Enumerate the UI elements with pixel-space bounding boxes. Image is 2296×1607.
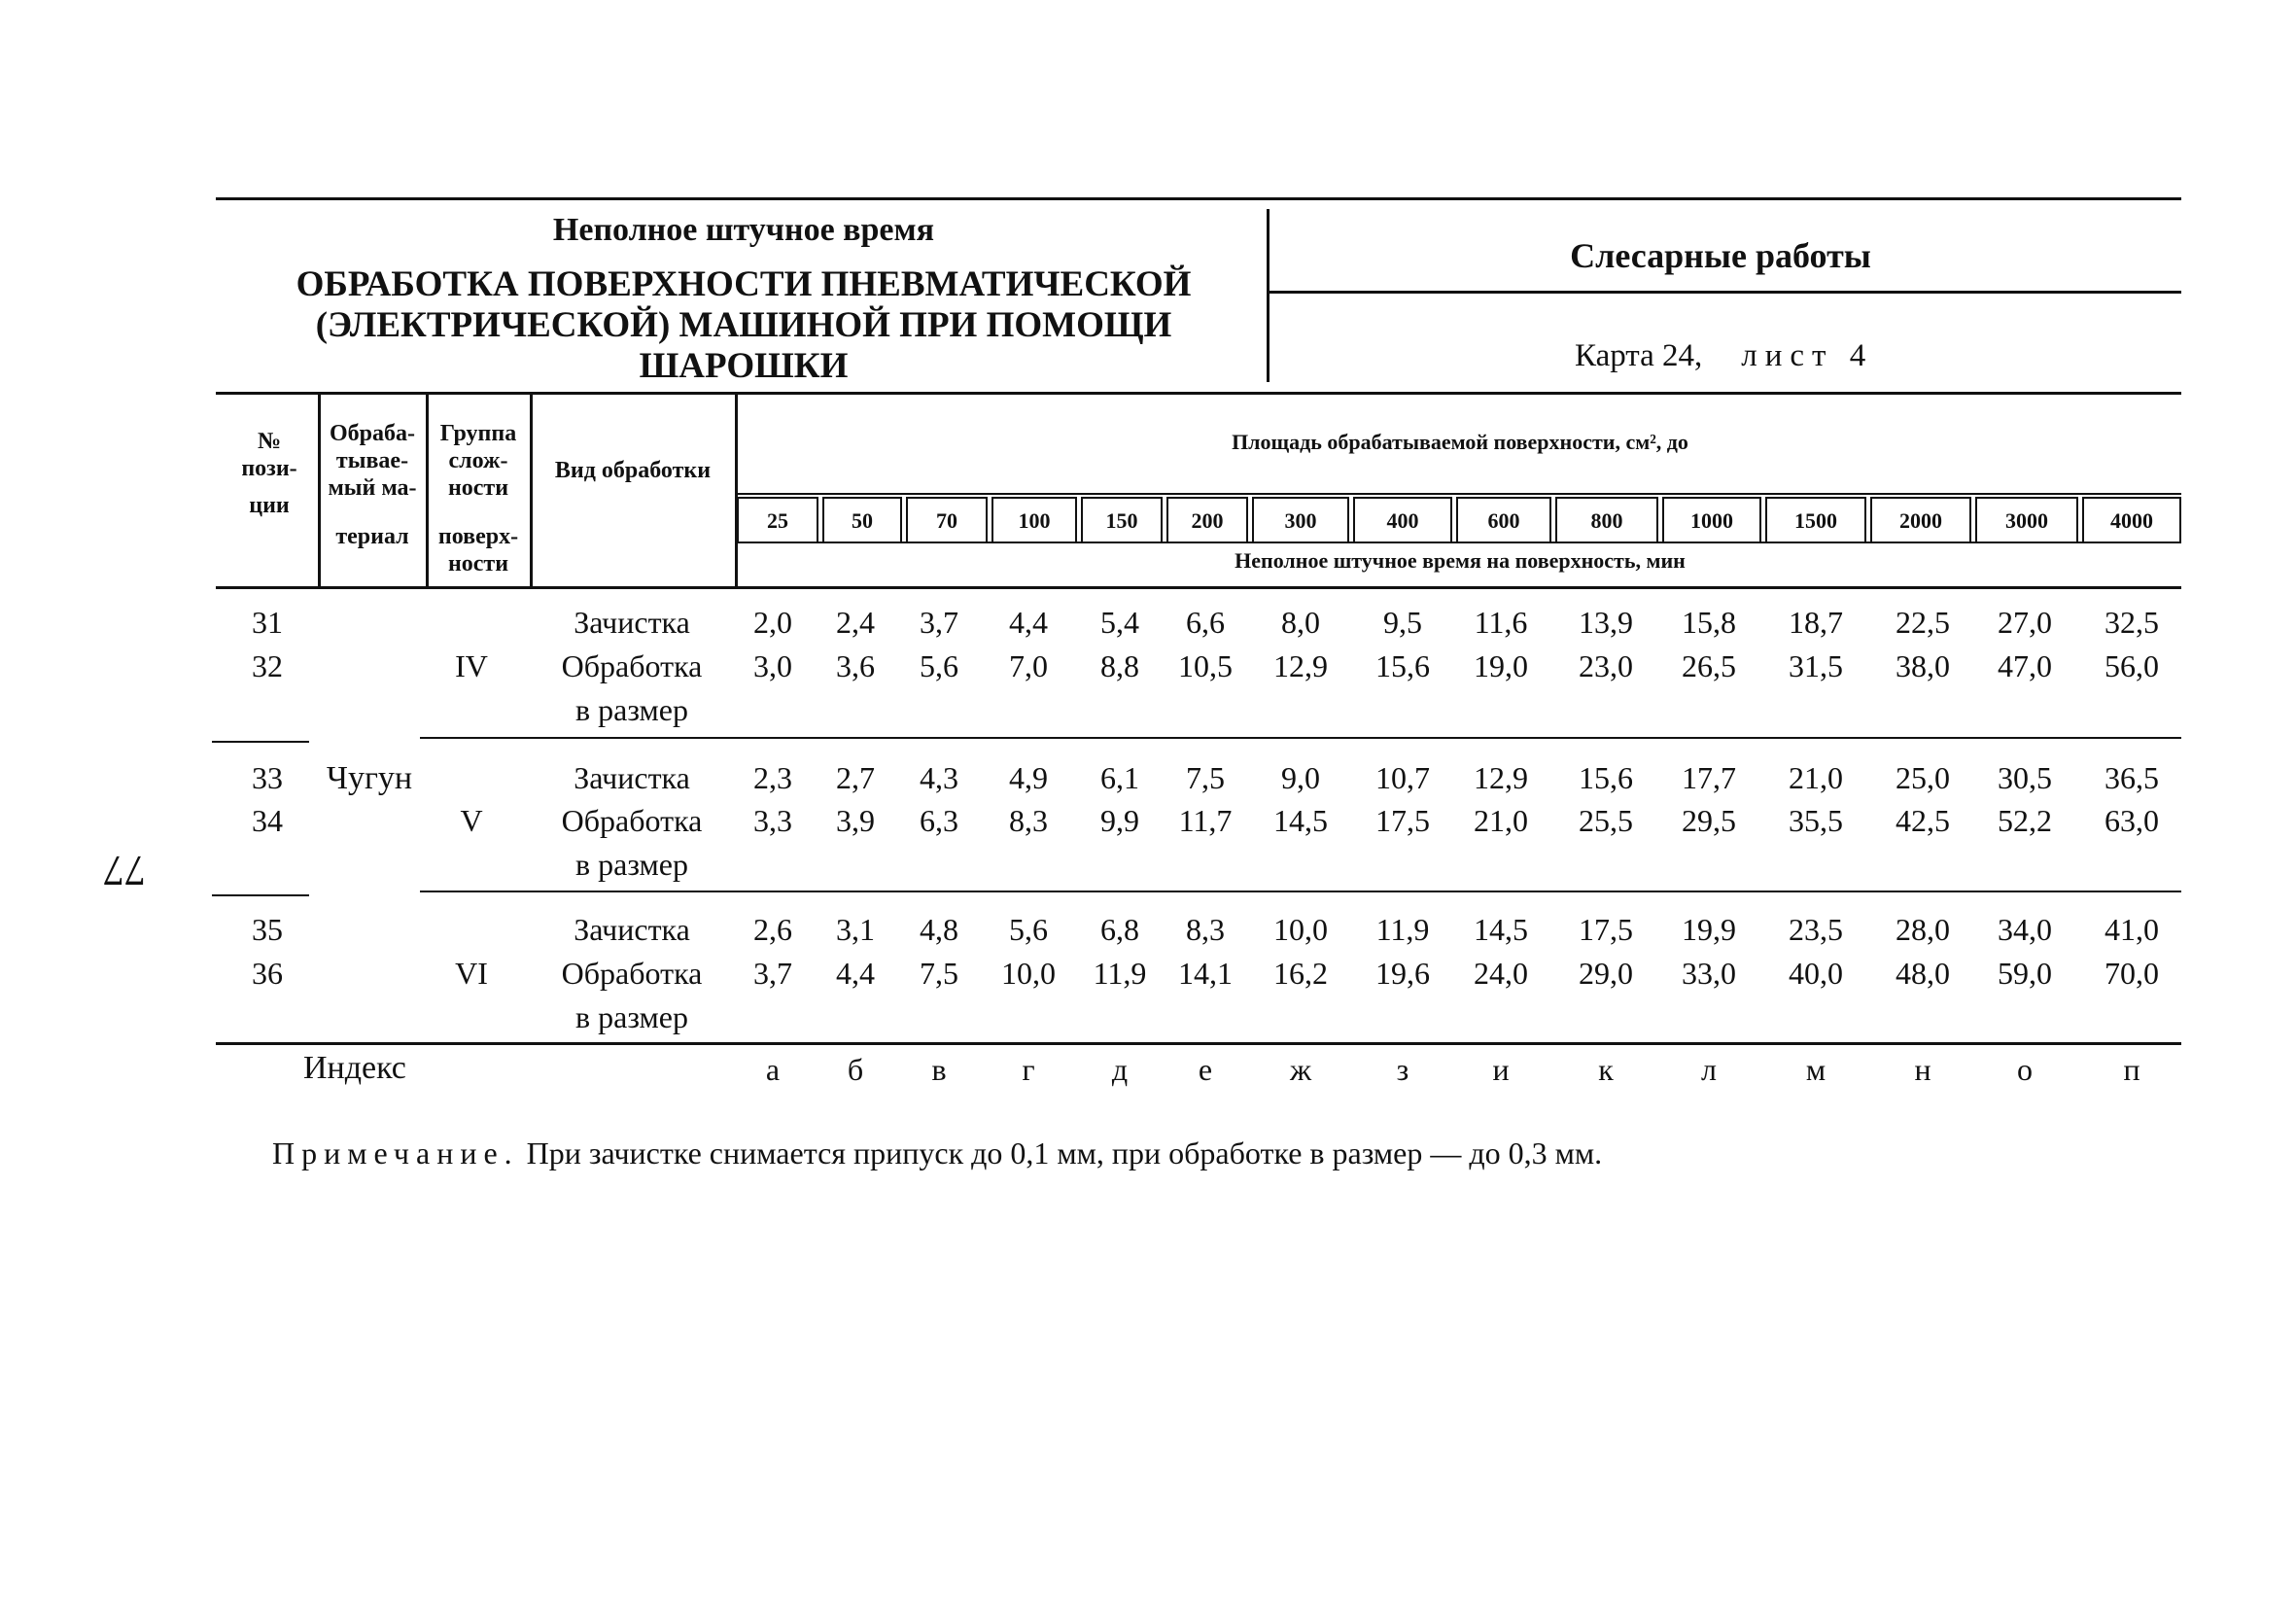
table-note — [272, 1135, 1602, 1171]
table-cell: 29,0 — [1579, 956, 1633, 991]
header-divider — [1267, 209, 1270, 382]
table-cell: 25,0 — [1896, 760, 1950, 795]
area-header-rule — [735, 493, 2181, 495]
group-separator-left — [212, 894, 309, 896]
table-cell: 16,2 — [1273, 956, 1328, 991]
index-letter: б — [847, 1052, 864, 1087]
col-header-material: Обраба- тывае- мый ма- териал — [328, 421, 417, 549]
table-cell: 3,0 — [753, 648, 792, 683]
group-separator — [420, 737, 2181, 739]
table-cell: 28,0 — [1896, 912, 1950, 947]
table-cell: 29,5 — [1682, 803, 1736, 838]
table-bottom-rule — [216, 1042, 2181, 1045]
table-cell: 59,0 — [1998, 956, 2052, 991]
area-value: 300 — [1284, 508, 1317, 533]
table-cell: 10,7 — [1375, 760, 1430, 795]
area-value: 600 — [1487, 508, 1520, 533]
area-value: 50 — [852, 508, 873, 533]
table-cell: 7,0 — [1009, 648, 1048, 683]
table-cell: 11,9 — [1093, 956, 1147, 991]
table-cell: 3,9 — [836, 803, 875, 838]
table-cell: 5,4 — [1100, 605, 1139, 640]
group-label: IV — [455, 648, 488, 683]
table-cell: 4,9 — [1009, 760, 1048, 795]
table-cell: 36,5 — [2105, 760, 2159, 795]
process-label: Зачистка — [574, 760, 690, 795]
table-cell: 3,7 — [920, 605, 958, 640]
table-row-pos: 36 — [252, 956, 283, 991]
table-cell: 31,5 — [1789, 648, 1843, 683]
table-cell: 2,6 — [753, 912, 792, 947]
table-cell: 14,5 — [1273, 803, 1328, 838]
process-label: Зачистка — [574, 605, 690, 640]
top-rule — [216, 197, 2181, 200]
table-cell: 32,5 — [2105, 605, 2159, 640]
card-sheet-label — [1575, 338, 1873, 374]
table-cell: 2,7 — [836, 760, 875, 795]
table-cell: 30,5 — [1998, 760, 2052, 795]
area-value: 400 — [1386, 508, 1419, 533]
table-top-rule — [216, 392, 2181, 395]
table-cell: 26,5 — [1682, 648, 1736, 683]
col-header-pos: № пози- ции — [241, 429, 297, 518]
area-value: 3000 — [2005, 508, 2048, 533]
process-label: Обработка в размер — [561, 648, 703, 727]
table-cell: 6,1 — [1100, 760, 1139, 795]
area-value: 150 — [1105, 508, 1138, 533]
table-cell: 19,9 — [1682, 912, 1736, 947]
table-cell: 22,5 — [1896, 605, 1950, 640]
index-label: Индекс — [303, 1050, 406, 1086]
group-separator — [420, 891, 2181, 892]
process-label: Зачистка — [574, 912, 690, 947]
area-value: 4000 — [2110, 508, 2153, 533]
table-cell: 7,5 — [1186, 760, 1225, 795]
table-cell: 9,9 — [1100, 803, 1139, 838]
note-text: При зачистке снимается припуск до 0,1 мм, при обработке в размер — до 0,3 мм. — [526, 1135, 1603, 1170]
table-cell: 3,7 — [753, 956, 792, 991]
table-cell: 42,5 — [1896, 803, 1950, 838]
area-values-rule — [735, 541, 2181, 543]
table-cell: 52,2 — [1998, 803, 2052, 838]
time-header: Неполное штучное время на поверхность, мин — [1235, 548, 1686, 573]
table-cell: 35,5 — [1789, 803, 1843, 838]
table-cell: 14,5 — [1474, 912, 1528, 947]
page-number: 77 — [103, 847, 146, 894]
group-label: VI — [455, 956, 488, 991]
table-cell: 34,0 — [1998, 912, 2052, 947]
table-cell: 10,0 — [1001, 956, 1056, 991]
group-label: V — [460, 803, 483, 838]
table-cell: 15,6 — [1375, 648, 1430, 683]
col-header-process: Вид обработки — [554, 458, 712, 483]
table-row-pos: 33 — [252, 760, 283, 795]
table-cell: 17,5 — [1375, 803, 1430, 838]
table-cell: 4,8 — [920, 912, 958, 947]
index-letter: п — [2123, 1052, 2140, 1087]
table-cell: 7,5 — [920, 956, 958, 991]
table-cell: 10,0 — [1273, 912, 1328, 947]
table-cell: 3,1 — [836, 912, 875, 947]
index-letter: л — [1701, 1052, 1717, 1087]
table-row-pos: 31 — [252, 605, 283, 640]
table-cell: 33,0 — [1682, 956, 1736, 991]
table-cell: 11,6 — [1474, 605, 1528, 640]
area-value: 70 — [936, 508, 957, 533]
table-row-pos: 34 — [252, 803, 283, 838]
table-cell: 6,8 — [1100, 912, 1139, 947]
table-cell: 15,8 — [1682, 605, 1736, 640]
table-cell: 13,9 — [1579, 605, 1633, 640]
table-cell: 24,0 — [1474, 956, 1528, 991]
table-cell: 3,6 — [836, 648, 875, 683]
section-rule — [1270, 291, 2181, 294]
table-cell: 2,4 — [836, 605, 875, 640]
index-letter: ж — [1289, 1052, 1312, 1087]
index-letter: а — [765, 1052, 781, 1087]
table-cell: 48,0 — [1896, 956, 1950, 991]
table-cell: 21,0 — [1474, 803, 1528, 838]
table-cell: 17,7 — [1682, 760, 1736, 795]
area-value: 25 — [767, 508, 788, 533]
table-cell: 23,5 — [1789, 912, 1843, 947]
index-letter: и — [1492, 1052, 1510, 1087]
note-lead: Примечание. — [272, 1135, 519, 1170]
index-letter: д — [1111, 1052, 1129, 1087]
process-label: Обработка в размер — [561, 956, 703, 1034]
table-cell: 47,0 — [1998, 648, 2052, 683]
table-cell: 18,7 — [1789, 605, 1843, 640]
page-title — [219, 264, 1269, 387]
table-cell: 15,6 — [1579, 760, 1633, 795]
table-cell: 38,0 — [1896, 648, 1950, 683]
table-cell: 6,6 — [1186, 605, 1225, 640]
table-cell: 4,3 — [920, 760, 958, 795]
table-cell: 4,4 — [1009, 605, 1048, 640]
index-letter: е — [1198, 1052, 1213, 1087]
table-cell: 8,3 — [1009, 803, 1048, 838]
table-cell: 23,0 — [1579, 648, 1633, 683]
table-cell: 2,3 — [753, 760, 792, 795]
table-cell: 11,9 — [1375, 912, 1430, 947]
title-line-1: ОБРАБОТКА ПОВЕРХНОСТИ ПНЕВМАТИЧЕСКОЙ — [296, 264, 1192, 304]
table-cell: 5,6 — [920, 648, 958, 683]
index-letter: к — [1598, 1052, 1614, 1087]
area-value: 800 — [1590, 508, 1623, 533]
area-value: 2000 — [1899, 508, 1942, 533]
index-letter: в — [931, 1052, 947, 1087]
table-cell: 8,8 — [1100, 648, 1139, 683]
table-cell: 63,0 — [2105, 803, 2159, 838]
table-cell: 6,3 — [920, 803, 958, 838]
table-header-bottom-rule — [216, 586, 2181, 589]
table-row-pos: 35 — [252, 912, 283, 947]
table-cell: 8,0 — [1281, 605, 1320, 640]
table-cell: 41,0 — [2105, 912, 2159, 947]
col-divider-3 — [530, 392, 533, 586]
table-cell: 5,6 — [1009, 912, 1048, 947]
group-separator-left — [212, 741, 309, 743]
table-cell: 14,1 — [1178, 956, 1233, 991]
table-cell: 17,5 — [1579, 912, 1633, 947]
index-letter: з — [1396, 1052, 1409, 1087]
table-cell: 27,0 — [1998, 605, 2052, 640]
table-cell: 8,3 — [1186, 912, 1225, 947]
title-line-3: ШАРОШКИ — [639, 346, 849, 386]
table-cell: 25,5 — [1579, 803, 1633, 838]
table-cell: 21,0 — [1789, 760, 1843, 795]
table-cell: 12,9 — [1474, 760, 1528, 795]
table-cell: 70,0 — [2105, 956, 2159, 991]
area-value: 1000 — [1690, 508, 1733, 533]
table-cell: 12,9 — [1273, 648, 1328, 683]
table-cell: 19,6 — [1375, 956, 1430, 991]
table-cell: 11,7 — [1178, 803, 1233, 838]
page-subtitle: Неполное штучное время — [552, 212, 935, 248]
table-cell: 9,0 — [1281, 760, 1320, 795]
index-letter: м — [1805, 1052, 1826, 1087]
material-cell: Чугун — [326, 760, 413, 796]
section-title: Слесарные работы — [1570, 236, 1871, 275]
table-cell: 40,0 — [1789, 956, 1843, 991]
index-letter: н — [1914, 1052, 1931, 1087]
area-value: 200 — [1191, 508, 1224, 533]
table-cell: 3,3 — [753, 803, 792, 838]
title-line-2: (ЭЛЕКТРИЧЕСКОЙ) МАШИНОЙ ПРИ ПОМОЩИ — [315, 305, 1172, 345]
sheet-number: лист 4 — [1741, 338, 1874, 373]
area-header: Площадь обрабатываемой поверхности, см², до — [1232, 430, 1688, 454]
table-cell: 19,0 — [1474, 648, 1528, 683]
index-letter: г — [1022, 1052, 1035, 1087]
card-number: Карта 24, — [1575, 338, 1703, 373]
col-header-group: Группа слож- ности поверх- ности — [437, 421, 519, 576]
table-cell: 4,4 — [836, 956, 875, 991]
table-cell: 56,0 — [2105, 648, 2159, 683]
area-value: 1500 — [1794, 508, 1837, 533]
index-letter: о — [2017, 1052, 2033, 1087]
area-value: 100 — [1018, 508, 1051, 533]
table-cell: 2,0 — [753, 605, 792, 640]
table-row-pos: 32 — [252, 648, 283, 683]
table-cell: 10,5 — [1178, 648, 1233, 683]
process-label: Обработка в размер — [561, 803, 703, 882]
table-cell: 9,5 — [1383, 605, 1422, 640]
col-divider-4 — [735, 392, 738, 586]
